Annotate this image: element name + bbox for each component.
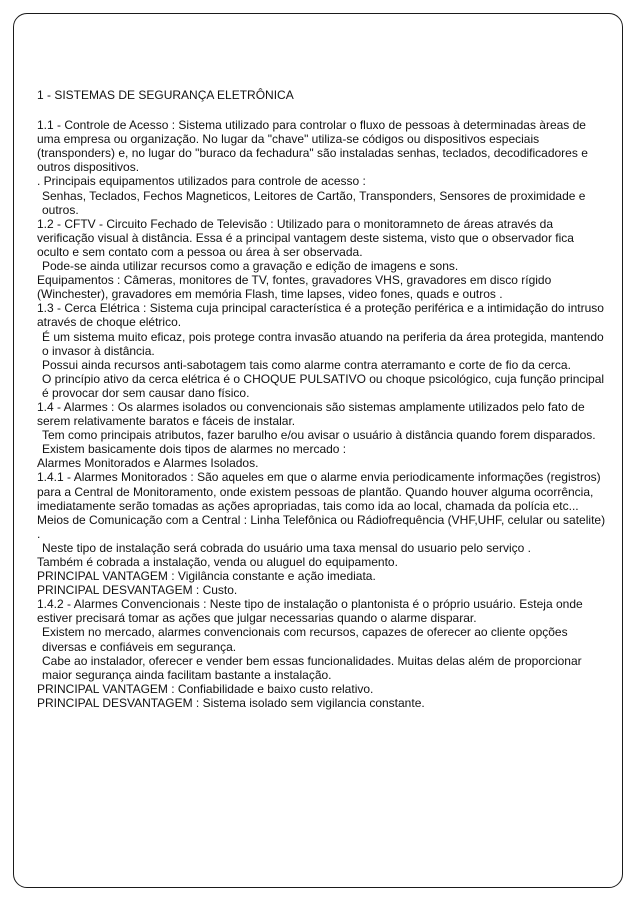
paragraph: Neste tipo de instalação será cobrada do usuário uma taxa mensal do usuario pelo serviço . [42,540,531,555]
paragraph: 1.4.1 - Alarmes Monitorados : São aqueles em que o alarme envia periodicamente informações (registros) para a Central de Monitoramento, onde existem pessoas de plantão. Quando houver alguma ocorrência, imediatamente serão tomadas as ações apropriadas, tais como ida ao local, chamada da polícia etc... [37,470,601,513]
paragraph: 1.4 - Alarmes : Os alarmes isolados ou convencionais são sistemas amplamente utilizados pelo fato de serem relativamente baratos e fáceis de instalar. [37,399,585,429]
paragraph-list [37,118,609,710]
document-body [37,88,609,710]
paragraph: Senhas, Teclados, Fechos Magneticos, Leitores de Cartão, Transponders, Sensores de proximidade e outros. [42,188,586,217]
paragraph: PRINCIPAL DESVANTAGEM : Sistema isolado sem vigilancia constante. [37,695,425,710]
paragraph: 1.2 - CFTV - Circuito Fechado de Televisão : Utilizado para o monitoramneto de áreas através da verificação visual à distância. Essa é a principal vantagem deste sistema, visto que o observador fica oculto e sem contato com a pessoa ou área à ser observada. [37,216,574,259]
paragraph: PRINCIPAL VANTAGEM : Confiabilidade e baixo custo relativo. [37,681,374,696]
paragraph: Existem basicamente dois tipos de alarmes no mercado : [42,442,347,457]
paragraph: . Principais equipamentos utilizados para controle de acesso : [37,174,366,189]
paragraph: Também é cobrada a instalação, venda ou aluguel do equipamento. [37,555,398,569]
paragraph: Pode-se ainda utilizar recursos como a gravação e edição de imagens e sons. [42,259,459,274]
paragraph: É um sistema muito eficaz, pois protege contra invasão atuando na periferia da área protegida, mantendo o invasor à distância. [42,329,604,358]
paragraph: O princípio ativo da cerca elétrica é o CHOQUE PULSATIVO ou choque psicológico, cuja função principal é provocar dor sem causar dano físico. [42,371,605,400]
paragraph: 1.4.2 - Alarmes Convencionais : Neste tipo de instalação o plantonista é o próprio usuário. Esteja onde estiver precisará tomar as ações que julgar necessarias quando o alarme disparar. [37,597,583,626]
paragraph: Tem como principais atributos, fazer barulho e/ou avisar o usuário à distância quando forem disparados. [42,428,596,443]
paragraph: Meios de Comunicação com a Central : Linha Telefônica ou Rádiofrequência (VHF,UHF, celular ou satelite) . [37,512,606,541]
paragraph: PRINCIPAL DESVANTAGEM : Custo. [37,583,238,598]
paragraph: Possui ainda recursos anti-sabotagem tais como alarme contra aterramanto e corte de fio da cerca. [42,357,571,372]
paragraph: Alarmes Monitorados e Alarmes Isolados. [37,456,259,471]
paragraph: Equipamentos : Câmeras, monitores de TV, fontes, gravadores VHS, gravadores em disco rígido (Winchester), gravadores em memória Flash, time lapses, video fones, quads e outros . [37,273,552,302]
paragraph: Cabe ao instalador, oferecer e vender bem essas funcionalidades. Muitas delas além de proporcionar maior segurança ainda facilitam bastante a instalação. [42,653,582,682]
paragraph: PRINCIPAL VANTAGEM : Vigilância constante e ação imediata. [37,569,376,584]
paragraph: 1.1 - Controle de Acesso : Sistema utilizado para controlar o fluxo de pessoas à determinadas àreas de uma empresa ou organização. No lugar da "chave" utiliza-se códigos ou dispositivos especiais (transponders) e, no lugar do "buraco da fechadura" são instaladas senhas, teclados, decodificadores e outros dispositivos. [37,118,588,175]
paragraph: 1.3 - Cerca Elétrica : Sistema cuja principal característica é a proteção periférica e a intimidação do intruso através de choque elétrico. [37,301,604,330]
section-heading: 1 - SISTEMAS DE SEGURANÇA ELETRÔNICA [37,88,294,102]
paragraph: Existem no mercado, alarmes convencionais com recursos, capazes de oferecer ao cliente opções diversas e confiáveis em segurança. [42,625,568,654]
